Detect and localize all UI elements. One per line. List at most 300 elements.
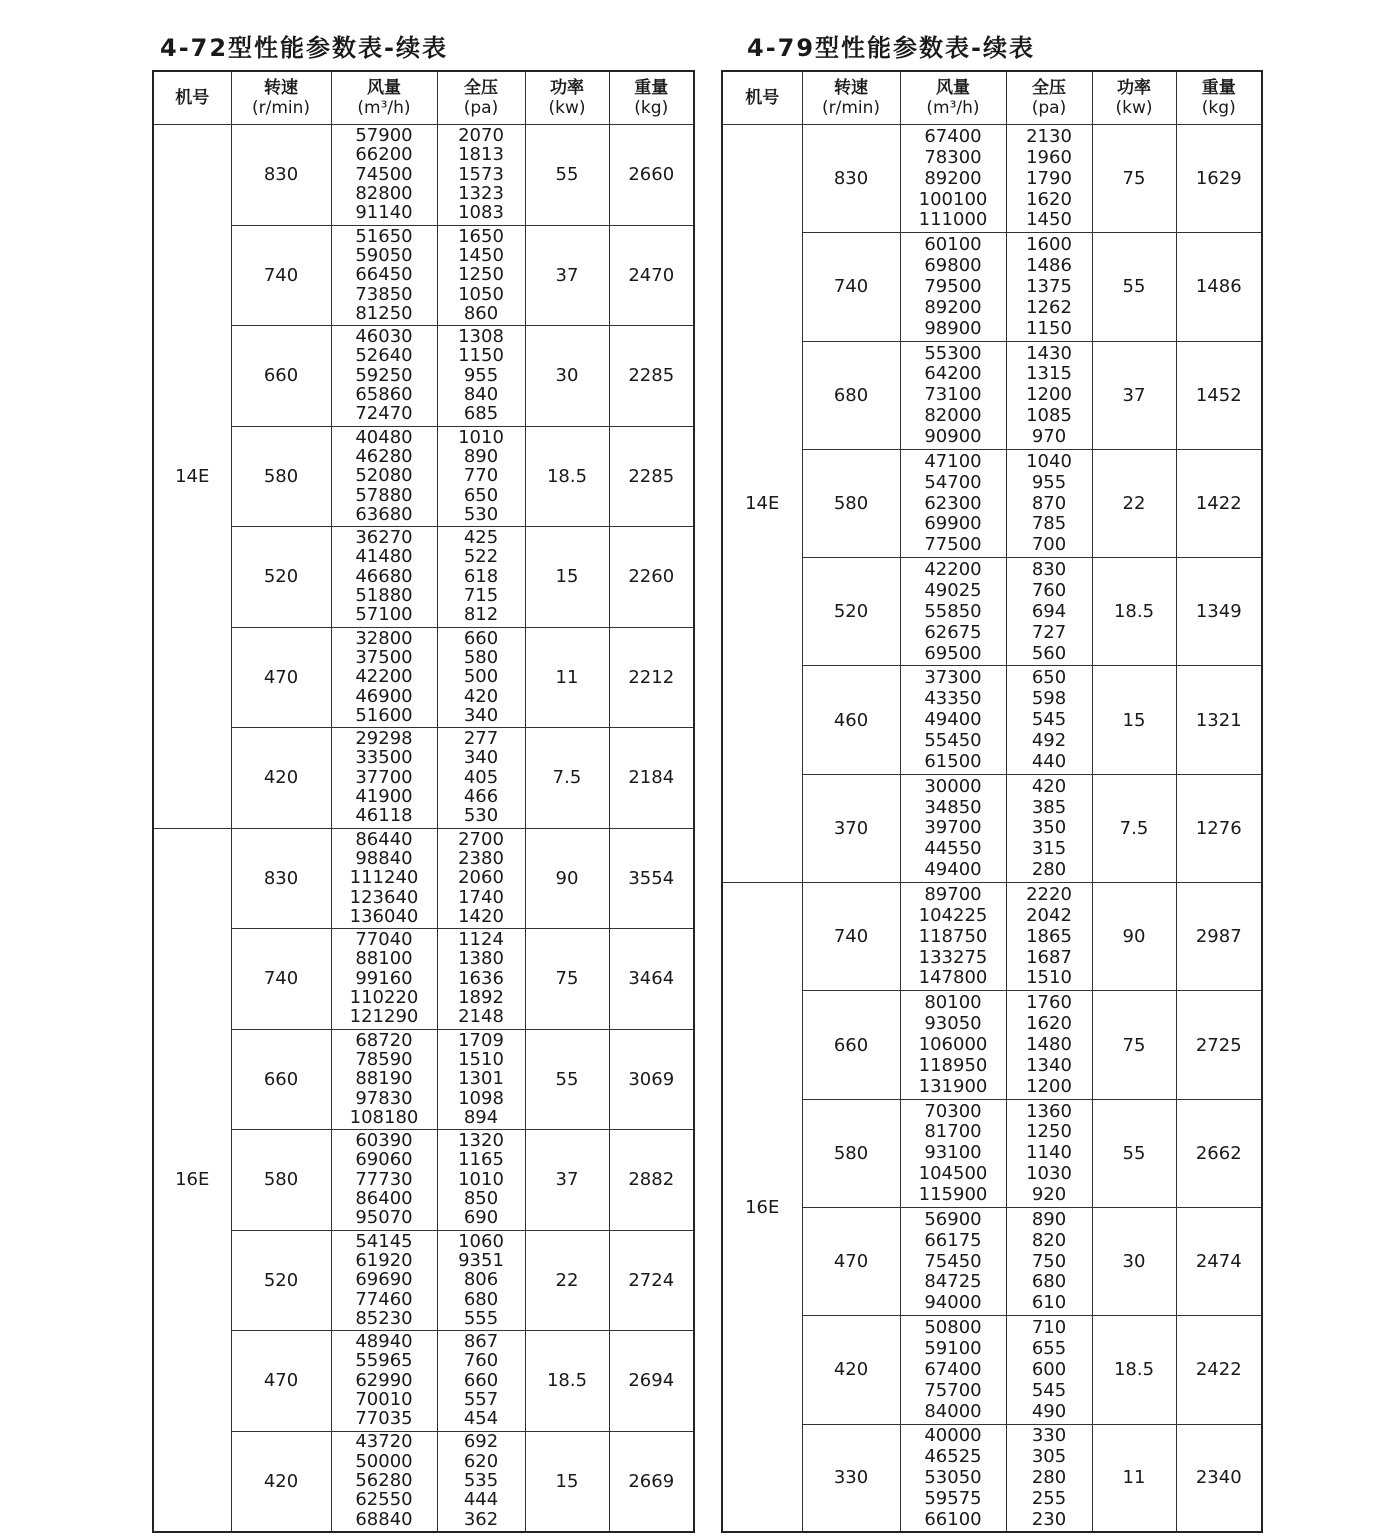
airflow-value: 55850 [924, 600, 982, 622]
table-row [153, 1331, 694, 1432]
pressure-value: 1450 [458, 244, 504, 266]
table-row [153, 728, 694, 829]
model-cell: 16E [722, 883, 802, 1533]
airflow-value: 49025 [924, 579, 982, 601]
header-airflow [900, 71, 1006, 125]
pressure-values [438, 1333, 525, 1430]
airflow-value: 53050 [924, 1466, 982, 1488]
weight-cell: 2212 [609, 627, 694, 728]
pressure-value: 1323 [458, 183, 504, 205]
pressure-value: 650 [1031, 667, 1067, 689]
pressure-value: 522 [463, 546, 499, 568]
weight-cell: 2882 [609, 1130, 694, 1231]
pressure-value: 1620 [1026, 188, 1072, 210]
airflow-value: 99160 [355, 967, 413, 989]
airflow-cell [331, 728, 437, 829]
pressure-value: 1430 [1026, 342, 1072, 364]
header-label: 全压 [1032, 78, 1066, 98]
pressure-cell [1006, 558, 1092, 666]
airflow-value: 29298 [355, 728, 413, 750]
pressure-value: 1262 [1026, 296, 1072, 318]
airflow-value: 37500 [355, 646, 413, 668]
pressure-value: 1040 [1026, 450, 1072, 472]
airflow-value: 69060 [355, 1149, 413, 1171]
airflow-value: 131900 [918, 1075, 988, 1097]
header-power [1092, 71, 1176, 125]
airflow-value: 50000 [355, 1450, 413, 1472]
airflow-value: 36270 [355, 527, 413, 549]
airflow-values [901, 343, 1006, 447]
airflow-values [901, 993, 1006, 1097]
speed-cell: 580 [231, 426, 331, 527]
performance-table [152, 70, 695, 1533]
airflow-value: 104225 [918, 904, 988, 926]
speed-cell: 740 [802, 883, 900, 991]
pressure-value: 620 [463, 1450, 499, 1472]
power-cell: 22 [1092, 449, 1176, 557]
table-row [153, 125, 694, 226]
pressure-value: 1165 [458, 1149, 504, 1171]
table-row [722, 1099, 1262, 1207]
pressure-value: 1085 [1026, 405, 1072, 427]
weight-cell: 2694 [609, 1331, 694, 1432]
airflow-value: 46280 [355, 445, 413, 467]
airflow-value: 52640 [355, 345, 413, 367]
airflow-value: 86440 [355, 828, 413, 850]
speed-cell: 660 [802, 991, 900, 1099]
pressure-value: 1050 [458, 283, 504, 305]
pressure-value: 970 [1031, 425, 1067, 447]
pressure-value: 440 [1031, 750, 1067, 772]
pressure-values [1007, 776, 1092, 880]
pressure-value: 454 [463, 1408, 499, 1430]
airflow-value: 104500 [918, 1163, 988, 1185]
pressure-cell [1006, 1316, 1092, 1424]
table-row [153, 1029, 694, 1130]
header-unit: (kw) [548, 98, 586, 118]
airflow-value: 78300 [924, 146, 982, 168]
pressure-value: 812 [463, 604, 499, 626]
airflow-cell [331, 527, 437, 628]
pressure-value: 2220 [1026, 884, 1072, 905]
airflow-value: 63680 [355, 503, 413, 525]
speed-cell: 830 [231, 125, 331, 226]
airflow-value: 89200 [924, 167, 982, 189]
weight-cell: 2662 [1176, 1099, 1262, 1207]
pressure-value: 660 [463, 627, 499, 649]
weight-cell: 2724 [609, 1230, 694, 1331]
airflow-value: 73850 [355, 283, 413, 305]
pressure-value: 715 [463, 585, 499, 607]
pressure-value: 555 [463, 1307, 499, 1329]
airflow-cell [900, 558, 1006, 666]
pressure-value: 890 [1031, 1208, 1067, 1230]
header-airflow [331, 71, 437, 125]
weight-cell: 2987 [1176, 883, 1262, 991]
pressure-values [1007, 1209, 1092, 1313]
header-row [722, 71, 1262, 125]
table-header [153, 71, 694, 125]
pressure-value: 690 [463, 1207, 499, 1229]
header-pressure [437, 71, 525, 125]
pressure-value: 1140 [1026, 1142, 1072, 1164]
pressure-values [1007, 451, 1092, 555]
pressure-values [1007, 668, 1092, 772]
airflow-values [332, 127, 437, 224]
pressure-value: 350 [1031, 817, 1067, 839]
header-unit: (kg) [634, 98, 669, 118]
pressure-cell [1006, 774, 1092, 882]
weight-cell: 1629 [1176, 125, 1262, 233]
airflow-value: 118750 [918, 925, 988, 947]
speed-cell: 370 [802, 774, 900, 882]
pressure-value: 840 [463, 384, 499, 406]
airflow-cell [331, 929, 437, 1030]
pressure-value: 694 [1031, 600, 1067, 622]
speed-cell: 580 [802, 1099, 900, 1207]
table-row [153, 929, 694, 1030]
airflow-value: 40000 [924, 1425, 982, 1447]
power-cell: 75 [1092, 125, 1176, 233]
pressure-cell [437, 627, 525, 728]
pressure-value: 1687 [1026, 946, 1072, 968]
pressure-values [1007, 1318, 1092, 1422]
pressure-values [438, 1132, 525, 1229]
speed-cell: 830 [231, 828, 331, 929]
airflow-value: 55300 [924, 342, 982, 364]
airflow-value: 56280 [355, 1469, 413, 1491]
airflow-value: 67400 [924, 125, 982, 147]
pressure-cell [1006, 666, 1092, 774]
airflow-values [332, 1132, 437, 1229]
pressure-value: 2700 [458, 828, 504, 850]
airflow-value: 98900 [924, 317, 982, 339]
speed-cell: 420 [802, 1316, 900, 1424]
pressure-value: 600 [1031, 1358, 1067, 1380]
airflow-cell [900, 666, 1006, 774]
pressure-values [1007, 1101, 1092, 1205]
pressure-value: 598 [1031, 688, 1067, 710]
header-label: 功率 [1117, 78, 1151, 98]
airflow-values [332, 428, 437, 525]
power-cell: 18.5 [525, 426, 609, 527]
pressure-value: 444 [463, 1489, 499, 1511]
pressure-value: 530 [463, 805, 499, 827]
pressure-cell [437, 1431, 525, 1532]
header-label: 机号 [745, 88, 780, 108]
pressure-value: 1315 [1026, 363, 1072, 385]
airflow-value: 59050 [355, 244, 413, 266]
power-cell: 15 [1092, 666, 1176, 774]
pressure-values [438, 1232, 525, 1329]
airflow-value: 46680 [355, 565, 413, 587]
pressure-values [438, 830, 525, 927]
power-cell: 15 [525, 1431, 609, 1532]
pressure-value: 340 [463, 747, 499, 769]
header-power [525, 71, 609, 125]
weight-cell: 2285 [609, 426, 694, 527]
header-pressure [1006, 71, 1092, 125]
pressure-value: 1650 [458, 225, 504, 247]
power-cell: 75 [1092, 991, 1176, 1099]
pressure-value: 710 [1031, 1317, 1067, 1339]
pressure-value: 1060 [458, 1230, 504, 1252]
pressure-value: 1030 [1026, 1163, 1072, 1185]
table-title: 4-72型性能参数表-续表 [160, 34, 449, 62]
airflow-value: 66175 [924, 1229, 982, 1251]
pressure-value: 230 [1031, 1508, 1067, 1530]
airflow-value: 75700 [924, 1379, 982, 1401]
airflow-values [901, 885, 1006, 989]
pressure-value: 2042 [1026, 904, 1072, 926]
pressure-value: 1960 [1026, 146, 1072, 168]
header-unit: (r/min) [251, 98, 311, 118]
pressure-cell [437, 728, 525, 829]
pressure-value: 1892 [458, 987, 504, 1009]
airflow-value: 133275 [918, 946, 988, 968]
power-cell: 7.5 [1092, 774, 1176, 882]
header-weight [1176, 71, 1262, 125]
power-cell: 7.5 [525, 728, 609, 829]
pressure-cell [437, 225, 525, 326]
header-label: 功率 [550, 78, 584, 98]
table-row [722, 125, 1262, 233]
airflow-value: 46900 [355, 685, 413, 707]
airflow-value: 49400 [924, 859, 982, 881]
airflow-value: 65860 [355, 384, 413, 406]
pressure-value: 405 [463, 766, 499, 788]
pressure-value: 2130 [1026, 125, 1072, 147]
pressure-cell [1006, 1424, 1092, 1532]
weight-cell: 1452 [1176, 341, 1262, 449]
airflow-values [332, 931, 437, 1028]
pressure-value: 530 [463, 503, 499, 525]
weight-cell: 2669 [609, 1431, 694, 1532]
airflow-value: 81250 [355, 302, 413, 324]
airflow-value: 111240 [349, 867, 419, 889]
table-row [153, 426, 694, 527]
speed-cell: 660 [231, 1029, 331, 1130]
pressure-value: 545 [1031, 709, 1067, 731]
airflow-cell [900, 1099, 1006, 1207]
pressure-value: 1375 [1026, 275, 1072, 297]
pressure-value: 1420 [458, 905, 504, 927]
table-row [722, 774, 1262, 882]
pressure-value: 1098 [458, 1087, 504, 1109]
weight-cell: 3069 [609, 1029, 694, 1130]
pressure-value: 2060 [458, 867, 504, 889]
pressure-value: 770 [463, 465, 499, 487]
pressure-value: 870 [1031, 492, 1067, 514]
pressure-value: 1760 [1026, 992, 1072, 1014]
pressure-values [438, 1433, 525, 1530]
airflow-value: 77730 [355, 1168, 413, 1190]
airflow-value: 97830 [355, 1087, 413, 1109]
airflow-value: 67400 [924, 1358, 982, 1380]
pressure-cell [437, 1029, 525, 1130]
model-cell: 16E [153, 828, 231, 1532]
power-cell: 75 [525, 929, 609, 1030]
pressure-cell [437, 1230, 525, 1331]
pressure-value: 1200 [1026, 384, 1072, 406]
airflow-values [901, 560, 1006, 664]
speed-cell: 660 [231, 326, 331, 427]
power-cell: 90 [525, 828, 609, 929]
airflow-cell [331, 1230, 437, 1331]
airflow-values [332, 529, 437, 626]
airflow-cell [900, 125, 1006, 233]
pressure-value: 1250 [458, 264, 504, 286]
airflow-value: 32800 [355, 627, 413, 649]
airflow-cell [900, 991, 1006, 1099]
pressure-value: 680 [463, 1288, 499, 1310]
airflow-values [901, 776, 1006, 880]
pressure-cell [437, 326, 525, 427]
airflow-value: 37700 [355, 766, 413, 788]
weight-cell: 2184 [609, 728, 694, 829]
speed-cell: 580 [802, 449, 900, 557]
pressure-value: 1380 [458, 948, 504, 970]
airflow-values [901, 668, 1006, 772]
airflow-cell [331, 326, 437, 427]
airflow-value: 43350 [924, 688, 982, 710]
airflow-value: 106000 [918, 1034, 988, 1056]
pressure-value: 1600 [1026, 234, 1072, 256]
airflow-value: 85230 [355, 1307, 413, 1329]
airflow-value: 62550 [355, 1489, 413, 1511]
header-label: 重量 [634, 78, 669, 98]
airflow-value: 88190 [355, 1068, 413, 1090]
pressure-value: 466 [463, 786, 499, 808]
pressure-value: 425 [463, 527, 499, 549]
airflow-value: 93050 [924, 1013, 982, 1035]
pressure-values [438, 529, 525, 626]
pressure-value: 385 [1031, 796, 1067, 818]
pressure-value: 1301 [458, 1068, 504, 1090]
airflow-value: 41900 [355, 786, 413, 808]
pressure-value: 420 [463, 685, 499, 707]
pressure-values [1007, 235, 1092, 339]
pressure-value: 1150 [458, 345, 504, 367]
pressure-value: 760 [463, 1350, 499, 1372]
pressure-value: 560 [1031, 642, 1067, 664]
airflow-cell [900, 233, 1006, 341]
pressure-value: 1340 [1026, 1054, 1072, 1076]
speed-cell: 330 [802, 1424, 900, 1532]
pressure-value: 610 [1031, 1292, 1067, 1314]
table-body [722, 125, 1262, 1533]
airflow-value: 66450 [355, 264, 413, 286]
airflow-value: 55965 [355, 1350, 413, 1372]
pressure-value: 492 [1031, 729, 1067, 751]
airflow-value: 37300 [924, 667, 982, 689]
power-cell: 30 [525, 326, 609, 427]
table-row [153, 326, 694, 427]
power-cell: 55 [1092, 233, 1176, 341]
table-row [153, 828, 694, 929]
airflow-values [332, 227, 437, 324]
pressure-value: 955 [463, 364, 499, 386]
airflow-value: 89700 [924, 884, 982, 905]
speed-cell: 520 [802, 558, 900, 666]
pressure-value: 1790 [1026, 167, 1072, 189]
pressure-values [1007, 560, 1092, 664]
pressure-values [438, 629, 525, 726]
header-label: 风量 [936, 78, 970, 98]
airflow-values [332, 730, 437, 827]
airflow-value: 70300 [924, 1100, 982, 1122]
speed-cell: 830 [802, 125, 900, 233]
pressure-value: 1320 [458, 1130, 504, 1152]
weight-cell: 2660 [609, 125, 694, 226]
airflow-value: 84000 [924, 1400, 982, 1422]
pressure-value: 1250 [1026, 1121, 1072, 1143]
power-cell: 15 [525, 527, 609, 628]
airflow-value: 61920 [355, 1249, 413, 1271]
pressure-value: 890 [463, 445, 499, 467]
airflow-values [332, 1232, 437, 1329]
airflow-value: 50800 [924, 1317, 982, 1339]
pressure-value: 655 [1031, 1338, 1067, 1360]
weight-cell: 2474 [1176, 1207, 1262, 1315]
header-unit: (pa) [1031, 98, 1067, 118]
pressure-value: 894 [463, 1106, 499, 1128]
pressure-value: 1709 [458, 1029, 504, 1051]
pressure-values [438, 127, 525, 224]
pressure-cell [437, 426, 525, 527]
table-row [153, 1230, 694, 1331]
header-label: 全压 [464, 78, 498, 98]
pressure-cell [1006, 1207, 1092, 1315]
pressure-cell [1006, 233, 1092, 341]
airflow-value: 121290 [349, 1006, 419, 1028]
pressure-value: 1124 [458, 929, 504, 951]
airflow-value: 46525 [924, 1446, 982, 1468]
pressure-value: 955 [1031, 471, 1067, 493]
airflow-value: 93100 [924, 1142, 982, 1164]
speed-cell: 470 [231, 627, 331, 728]
airflow-value: 51600 [355, 704, 413, 726]
pressure-value: 806 [463, 1269, 499, 1291]
power-cell: 90 [1092, 883, 1176, 991]
airflow-value: 98840 [355, 847, 413, 869]
speed-cell: 740 [231, 929, 331, 1030]
airflow-value: 46030 [355, 326, 413, 348]
weight-cell: 1486 [1176, 233, 1262, 341]
pressure-value: 1510 [458, 1048, 504, 1070]
airflow-value: 44550 [924, 838, 982, 860]
airflow-value: 115900 [918, 1184, 988, 1206]
pressure-value: 650 [463, 484, 499, 506]
airflow-value: 108180 [349, 1106, 419, 1128]
airflow-value: 62990 [355, 1369, 413, 1391]
airflow-cell [331, 1029, 437, 1130]
airflow-values [332, 328, 437, 425]
power-cell: 55 [1092, 1099, 1176, 1207]
pressure-value: 700 [1031, 534, 1067, 556]
power-cell: 30 [1092, 1207, 1176, 1315]
header-row [153, 71, 694, 125]
table-row [722, 341, 1262, 449]
airflow-values [332, 629, 437, 726]
pressure-value: 1480 [1026, 1034, 1072, 1056]
airflow-value: 88100 [355, 948, 413, 970]
table-body [153, 125, 694, 1532]
airflow-cell [900, 1424, 1006, 1532]
pressure-value: 535 [463, 1469, 499, 1491]
airflow-value: 118950 [918, 1054, 988, 1076]
airflow-value: 66100 [924, 1508, 982, 1530]
